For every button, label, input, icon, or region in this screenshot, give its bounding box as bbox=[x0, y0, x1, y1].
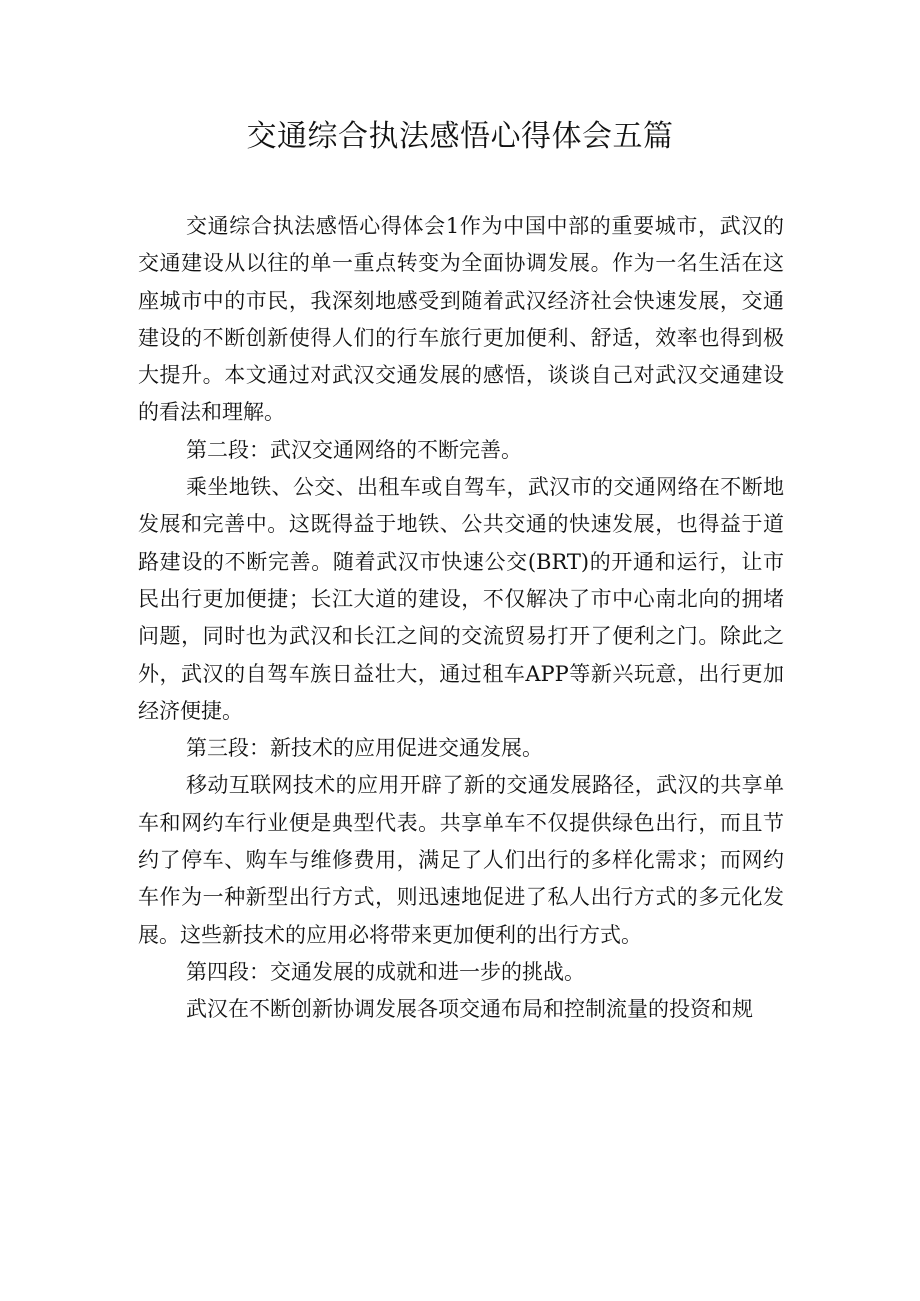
paragraph-challenges: 武汉在不断创新协调发展各项交通布局和控制流量的投资和规 bbox=[186, 997, 753, 1022]
document-body bbox=[138, 208, 784, 1029]
document-title: 交通综合执法感悟心得体会五篇 bbox=[246, 119, 674, 154]
section-heading-2: 第二段：武汉交通网络的不断完善。 bbox=[186, 437, 522, 462]
paragraph-network: 乘坐地铁、公交、出租车或自驾车，武汉市的交通网络在不断地发展和完善中。这既得益于地铁、公共交通的快速发展，也得益于道路建设的不断完善。随着武汉市快速公交(BRT)的开通和运行，让市民出行更加便捷；长江大道的建设，不仅解决了市中心南北向的拥堵问题，同时也为武汉和长江之间的交流贸易打开了便利之门。除此之外，武汉的自驾车族日益壮大，通过租车APP等新兴玩意，出行更加经济便捷。 bbox=[138, 475, 784, 723]
section-heading-4: 第四段：交通发展的成就和进一步的挑战。 bbox=[186, 959, 585, 984]
section-heading-3: 第三段：新技术的应用促进交通发展。 bbox=[186, 736, 543, 761]
paragraph-intro: 交通综合执法感悟心得体会1作为中国中部的重要城市，武汉的交通建设从以往的单一重点转变为全面协调发展。作为一名生活在这座城市中的市民，我深刻地感受到随着武汉经济社会快速发展，交通建设的不断创新使得人们的行车旅行更加便利、舒适，效率也得到极大提升。本文通过对武汉交通发展的感悟，谈谈自己对武汉交通建设的看法和理解。 bbox=[138, 214, 784, 425]
paragraph-technology: 移动互联网技术的应用开辟了新的交通发展路径，武汉的共享单车和网约车行业便是典型代表。共享单车不仅提供绿色出行，而且节约了停车、购车与维修费用，满足了人们出行的多样化需求；而网约车作为一种新型出行方式，则迅速地促进了私人出行方式的多元化发展。这些新技术的应用必将带来更加便利的出行方式。 bbox=[138, 773, 784, 947]
